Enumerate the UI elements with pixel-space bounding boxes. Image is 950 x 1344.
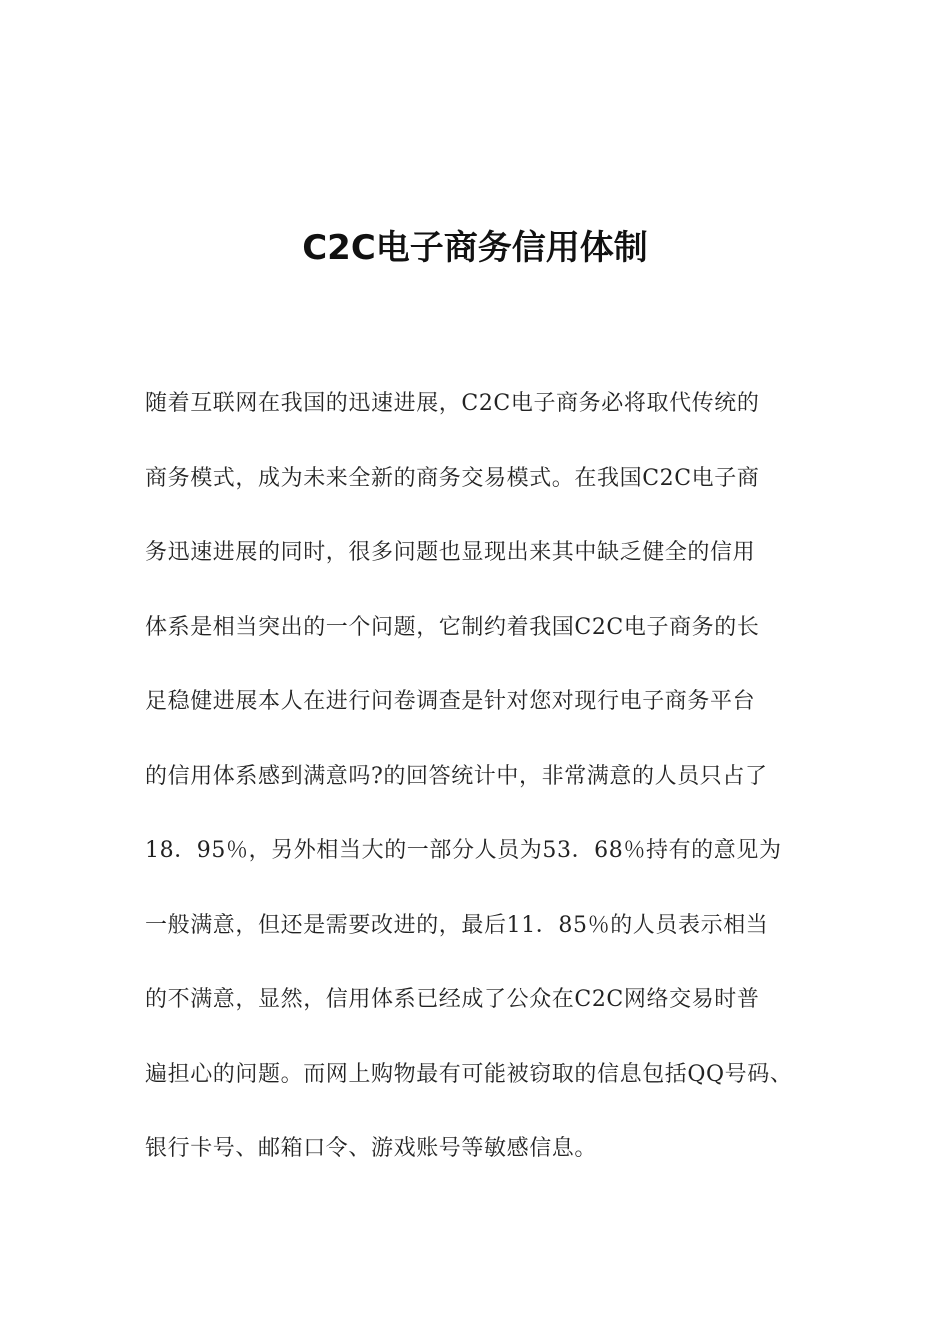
body-line: 的信用体系感到满意吗?的回答统计中，非常满意的人员只占了	[145, 763, 768, 789]
body-line: 18．95％，另外相当大的一部分人员为53．68％持有的意见为	[145, 838, 782, 863]
body-line: 遍担心的问题。而网上购物最有可能被窃取的信息包括QQ号码、	[145, 1061, 793, 1087]
body-line: 的不满意，显然，信用体系已经成了公众在C2C网络交易时普	[145, 987, 760, 1012]
document-body	[145, 380, 845, 1200]
body-line: 务迅速进展的同时，很多问题也显现出来其中缺乏健全的信用	[145, 540, 756, 565]
body-line: 一般满意，但还是需要改进的，最后11．85％的人员表示相当	[145, 912, 769, 938]
body-line: 随着互联网在我国的迅速进展，C2C电子商务必将取代传统的	[145, 391, 760, 416]
body-line: 银行卡号、邮箱口令、游戏账号等敏感信息。	[145, 1136, 598, 1161]
body-line: 体系是相当突出的一个问题，它制约着我国C2C电子商务的长	[145, 614, 760, 640]
body-line: 商务模式，成为未来全新的商务交易模式。在我国C2C电子商	[145, 465, 760, 491]
document-title: C2C电子商务信用体制	[302, 228, 648, 268]
body-line: 足稳健进展本人在进行问卷调查是针对您对现行电子商务平台	[145, 689, 756, 714]
